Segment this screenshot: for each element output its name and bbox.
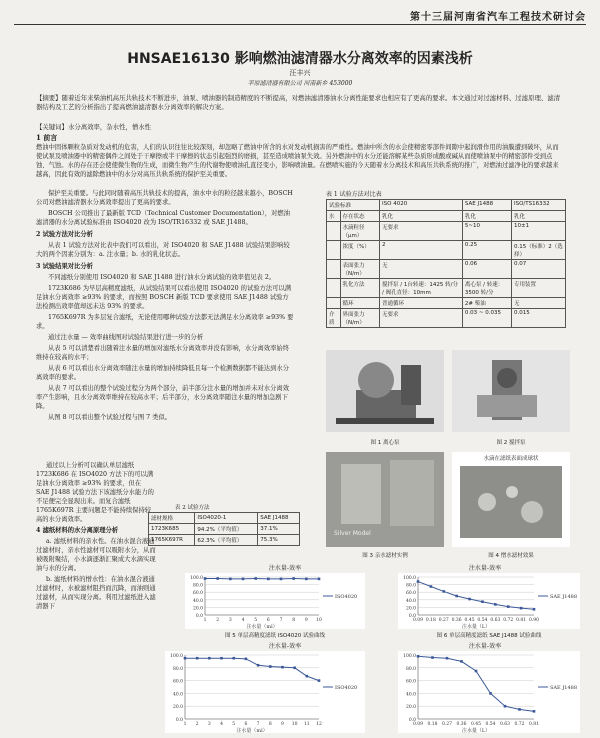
y-tick-label: 100.0 xyxy=(170,654,183,659)
paragraph: BOSCH 公司推出了最新版 TCD（Technical Customer Documentation），对燃油滤清器的水分离试验标准由 ISO4020 改为 ISO/TR16332 或 SAE J1488。 xyxy=(36,210,290,226)
chart3-title: 注水量-效率 xyxy=(268,643,302,650)
section-heading: 4 滤纸材料的水分离原理分析 xyxy=(36,527,119,534)
keywords: 【关键词】水分离效率，杂水性，憎水性 xyxy=(36,123,152,131)
paragraph: 从表 1 试验方法对比表中我们可以看出，对 ISO4020 和 SAE J1488 试验结果影响较大的两个因素分别为：a. 注水量；b. 水的乳化状态。 xyxy=(36,242,290,258)
data-point xyxy=(245,658,248,661)
data-point xyxy=(520,607,523,610)
table-row xyxy=(327,279,566,298)
x-tick-label: 0.45 xyxy=(470,722,482,727)
fig1-caption: 图 1 离心泵 xyxy=(370,440,400,446)
data-point xyxy=(220,657,223,660)
table-cell: 浓度（%） xyxy=(340,241,379,260)
x-tick-label: 3 xyxy=(207,722,211,727)
table-cell: 1723K685 xyxy=(149,524,195,535)
x-tick-label: 6 xyxy=(244,722,248,727)
y-tick-label: 100.0 xyxy=(403,576,416,581)
table-cell xyxy=(327,298,341,309)
x-tick-label: 0.72 xyxy=(514,722,525,727)
table-cell: 离心泵 / 转速：3500 转/分 xyxy=(462,279,511,298)
table-cell: 0.015 xyxy=(511,309,565,328)
x-tick-label: 10 xyxy=(316,618,322,623)
data-point xyxy=(417,580,420,583)
y-tick-label: 40.0 xyxy=(172,692,183,698)
x-tick-label: 5 xyxy=(254,618,258,623)
x-tick-label: 8 xyxy=(292,618,296,623)
table-cell: 无 xyxy=(511,298,565,309)
left-column xyxy=(36,189,294,424)
x-tick-label: 9 xyxy=(281,722,284,727)
table-header-cell: 试验标准 xyxy=(327,200,380,211)
intro-paragraph: 燃油中固体颗粒杂质对发动机的危害，人们的认识往往比较深刻，却忽略了燃油中所含的水对发动机损害的严重性。燃油中所含的水会使精密零部件间隙中起润滑作用的油膜遭到破坏，从而使试泵及喷油器中的精密偶件之间处于干摩擦或半干摩擦的状态引起强烈的磨损，甚至造成喷油泵失效。另外燃油中的水分还能溶解某些杂质形成酸或碱从而使喷油泵中的精密部件受到点蚀、气蚀。水的存在还会使使微生物的生成，而微生物产生的代谢物使喷油孔直径变小，影响喷油量。在燃喷实施的今天随着水分离技术和高压共轨系统的推广，对燃油过滤净化的要求越来越高，因此有效的滤除燃油中的水分对高压共轨系统的保护至关重要。 xyxy=(36,144,559,178)
paragraph: 通过以上分析可以确认单层滤纸 1723K686 在 ISO4020 方法下的可以满足油水分离效率 ≥93% 的要求，但在 SAE J1488 试验方法下该滤纸分水能力的不足便完全显现出来。而复合滤纸 1765K697R 主要问题是不能持续保持较高的水分离效率。 xyxy=(36,462,154,523)
table2-caption: 表 2 试验方法 xyxy=(175,505,210,511)
data-point xyxy=(280,578,283,581)
x-tick-label: 5 xyxy=(232,722,236,727)
y-tick-label: 60.0 xyxy=(405,591,416,597)
table-header-cell: ISO/TS16332 xyxy=(511,200,565,211)
y-tick-label: 80.0 xyxy=(405,666,416,672)
legend-label: SAE J1488 xyxy=(550,594,578,600)
fig5-caption: 图 5 单层高精度滤纸 ISO4020 试验曲线 xyxy=(225,633,325,639)
x-tick-label: 0.18 xyxy=(427,722,438,727)
data-point xyxy=(293,667,296,670)
table-cell: 介质 xyxy=(327,309,341,328)
table1-caption: 表 1 试验方法对比表 xyxy=(326,191,382,198)
x-tick-label: 0.09 xyxy=(412,722,424,727)
x-tick-label: 0.27 xyxy=(438,618,449,623)
legend-label: ISO4020 xyxy=(335,594,358,600)
data-point xyxy=(318,679,321,682)
y-tick-label: 60.0 xyxy=(405,679,416,685)
data-point xyxy=(533,608,536,611)
fig3-caption: 图 3 亲水滤材实例 xyxy=(362,553,408,559)
y-tick-label: 80.0 xyxy=(405,583,416,589)
figure-stirring-pump xyxy=(452,350,570,432)
data-point xyxy=(533,710,536,713)
x-tick-label: 2 xyxy=(195,722,199,727)
x-axis-label: 注水量（ml） xyxy=(236,728,268,733)
table-cell: 乳化方法 xyxy=(340,279,379,298)
legend-label: ISO4020 xyxy=(335,685,358,691)
hydrophobic-photo xyxy=(452,462,570,547)
table-row xyxy=(327,222,566,241)
x-tick-label: 0.63 xyxy=(490,618,501,623)
table-row xyxy=(327,309,566,328)
table-header-cell: ISO 4020 xyxy=(380,200,463,211)
figure-hydrophilic xyxy=(326,452,444,547)
chart-fig8 xyxy=(398,651,580,733)
data-point xyxy=(216,577,219,580)
table-cell: 2# 柴油 xyxy=(462,298,511,309)
paragraph: 1723K686 为早层高精度滤纸，从试验结果可以看出使用 ISO4020 的试验方法可以满足油水分离效率 ≥93% 的要求，而按照 BOSCH 新版 TCD 要求使用 SAE J1488 试验方法检测出效率值却远未达 93% 的要求。 xyxy=(36,285,292,310)
chart-fig7 xyxy=(165,651,365,733)
table-row xyxy=(149,524,300,535)
table-cell: 0.06 xyxy=(462,260,511,279)
table-cell: 表面张力（N/m） xyxy=(340,260,379,279)
paper-affiliation: 平原滤清器有限公司 河南新乡 453000 xyxy=(247,80,353,87)
x-tick-label: 4 xyxy=(241,618,245,623)
x-tick-label: 0.54 xyxy=(485,722,496,727)
x-tick-label: 0.45 xyxy=(464,618,475,623)
y-tick-label: 80.0 xyxy=(192,583,203,589)
x-tick-label: 1 xyxy=(203,618,207,623)
table-header-cell: ISO4020-1 xyxy=(195,513,258,524)
fig4-label: 水滴在滤纸表面成球状 xyxy=(483,456,539,462)
table-cell xyxy=(327,260,341,279)
paragraph: a. 滤纸材料的亲水性。在油水混合液通过滤材时，亲水性滤材可以吸附水分，从而被吸附聚结，小水滴逐渐汇聚成大水滴实现油与水的分离。 xyxy=(36,538,156,572)
table-cell: 乳化 xyxy=(380,211,463,222)
data-point xyxy=(460,660,463,663)
data-point xyxy=(204,577,207,580)
paragraph: 1765K697R 为多层复合滤纸，无论使用哪种试验方法都无法满足水分离效率 ≥93% 要求。 xyxy=(36,314,294,330)
table-cell: 搅拌泵 / 1台转速：1425 转/分 / 阀孔直径：10mm xyxy=(380,279,463,298)
table-cell: 无要求 xyxy=(380,222,463,241)
table-header-row xyxy=(149,513,300,524)
data-point xyxy=(494,603,497,606)
table-cell: 10±1 xyxy=(511,222,565,241)
data-point xyxy=(269,665,272,668)
data-point xyxy=(442,590,445,593)
table-cell: 37.1% xyxy=(258,524,300,535)
y-tick-label: 80.0 xyxy=(172,666,183,672)
data-point xyxy=(281,666,284,669)
paragraph: 通过注水量 — 效率曲线图对试验结果进行进一步的分析 xyxy=(48,334,204,341)
table-cell: 1765K697R xyxy=(149,535,195,546)
data-point xyxy=(446,657,449,660)
y-tick-label: 0.0 xyxy=(175,718,183,723)
data-point xyxy=(232,657,235,660)
paper-title: HNSAE16130 影响燃油滤清器水分离效率的因素浅析 xyxy=(127,51,473,67)
y-tick-label: 20.0 xyxy=(405,705,416,711)
paragraph: 不同滤纸分别使用 ISO4020 和 SAE J1488 进行油水分离试验的效率值见表 2。 xyxy=(48,274,276,281)
stirring-pump-illustration xyxy=(452,350,570,432)
header-rule xyxy=(14,24,586,25)
chart4-title: 注水量-效率 xyxy=(468,643,502,650)
y-tick-label: 20.0 xyxy=(405,606,416,612)
table-row xyxy=(327,260,566,279)
data-point xyxy=(468,598,471,601)
data-point xyxy=(475,670,478,673)
table2 xyxy=(148,512,300,546)
paragraph: b. 滤纸材料的憎水性：在油水混合液通过滤材时，水被滤材阻挡而沉降，而油则通过滤材，从而实现分离。利用过滤纸进入滤清器下 xyxy=(36,576,156,610)
x-tick-label: 4 xyxy=(220,722,223,727)
data-point xyxy=(518,708,521,711)
table-cell: 乳化 xyxy=(462,211,511,222)
paragraph: 从表 5 可以清楚看出随着注水量的增加对滤纸水分离效率并没有影响，水分离效率始终维持在较高的水平； xyxy=(36,345,289,361)
table1 xyxy=(326,199,566,328)
x-tick-label: 8 xyxy=(268,722,272,727)
chart1-title: 注水量-效率 xyxy=(268,565,302,572)
x-tick-label: 11 xyxy=(303,722,310,727)
table-cell: 0.03 ~ 0.035 xyxy=(462,309,511,328)
x-tick-label: 0.27 xyxy=(441,722,453,727)
table-cell: 水滴粒径（μm） xyxy=(340,222,379,241)
table-cell: 水 xyxy=(327,211,341,222)
table-cell: 62.3%（平均值） xyxy=(195,535,258,546)
x-axis-label: 注水量（L） xyxy=(461,624,491,629)
table-cell xyxy=(327,222,341,241)
data-point xyxy=(318,578,321,581)
x-tick-label: 0.90 xyxy=(528,618,540,623)
data-point xyxy=(417,655,420,658)
y-tick-label: 60.0 xyxy=(192,591,203,597)
paragraph: 保护至关重要。与此同时随着高压共轨技术的提高，油水中水的粒径越来越小，BOSCH 公司对燃油滤清器水分离效率提出了更高的要求。 xyxy=(36,190,293,206)
table-cell: 循环 xyxy=(340,298,379,309)
table-cell: 乳化 xyxy=(511,211,565,222)
x-tick-label: 2 xyxy=(216,618,220,623)
table-cell: 存在状态 xyxy=(340,211,379,222)
y-tick-label: 40.0 xyxy=(192,598,203,604)
table-cell: 无要求 xyxy=(380,309,463,328)
x-tick-label: 9 xyxy=(304,618,308,623)
data-point xyxy=(196,657,199,660)
chart-fig5 xyxy=(185,573,365,629)
data-point xyxy=(489,692,492,695)
x-tick-label: 0.72 xyxy=(503,618,514,623)
table-cell: 普通循环 xyxy=(380,298,463,309)
table-header-cell: SAE J1488 xyxy=(462,200,511,211)
table-cell: 2 xyxy=(380,241,463,260)
paper-author: 汪丰兴 xyxy=(289,69,311,77)
data-point xyxy=(455,595,458,598)
table-cell xyxy=(327,279,341,298)
abstract: 【摘要】随着近年来柴油机高压共轨技术不断进步，油泵、喷油器的制造精度的不断提高，对燃油滤清器油水分离性能要求也相应有了更高的要求。本文通过对过滤材料、过滤原理、滤清器结构及工艺的分析指出了提高燃油滤清器水分离效率的解决方案。 xyxy=(36,94,561,111)
x-tick-label: 10 xyxy=(291,722,298,727)
x-tick-label: 6 xyxy=(266,618,270,623)
legend-label: SAE J1488 xyxy=(550,685,578,691)
table-cell: 专用装置 xyxy=(511,279,565,298)
table-cell: 无 xyxy=(380,260,463,279)
data-point xyxy=(184,657,187,660)
x-tick-label: 0.18 xyxy=(425,618,436,623)
y-tick-label: 40.0 xyxy=(405,598,416,604)
table-cell: 界面张力（N/m） xyxy=(340,309,379,328)
table-row xyxy=(149,535,300,546)
table-header-cell: 滤材规格 xyxy=(149,513,195,524)
fig4-caption: 图 4 憎水滤材效果 xyxy=(488,553,534,559)
data-point xyxy=(257,664,260,667)
figure-hydrophobic xyxy=(452,452,570,547)
y-tick-label: 20.0 xyxy=(172,705,183,711)
data-point xyxy=(267,578,270,581)
y-tick-label: 100.0 xyxy=(403,654,416,659)
section-heading-intro: 1 前言 xyxy=(36,133,58,142)
chart-background xyxy=(185,573,365,629)
data-point xyxy=(208,657,211,660)
fig2-caption: 图 2 搅拌泵 xyxy=(496,440,526,446)
x-tick-label: 3 xyxy=(228,618,232,623)
chart-fig6 xyxy=(398,573,580,629)
y-tick-label: 0.0 xyxy=(408,614,416,619)
x-tick-label: 1 xyxy=(183,722,187,727)
paragraph: 从表 7 可以看出的整个试验过程分为两个部分，前半部分注水量的增加并未对水分离效率产生影响，且水分离效率维持在较高水平；后半部分，水分离效率随注水量的增加急剧下降。 xyxy=(36,385,289,410)
chart2-title: 注水量-效率 xyxy=(468,565,502,572)
running-head: 第十三届河南省汽车工程技术研讨会 xyxy=(410,12,586,23)
table-row xyxy=(327,241,566,260)
x-tick-label: 0.36 xyxy=(451,618,462,623)
y-tick-label: 40.0 xyxy=(405,692,416,698)
x-tick-label: 0.81 xyxy=(528,722,540,727)
table-cell: 94.2%（平均值） xyxy=(195,524,258,535)
table-row xyxy=(327,298,566,309)
section-heading: 3 试验结果对比分析 xyxy=(36,263,93,270)
data-point xyxy=(229,578,232,581)
figure-centrifugal-pump xyxy=(326,350,444,432)
x-axis-label: 注水量（L） xyxy=(461,728,491,733)
table-row xyxy=(327,211,566,222)
table-cell: 5~10 xyxy=(462,222,511,241)
data-point xyxy=(430,585,433,588)
x-axis-label: 注水量（ml） xyxy=(246,624,278,629)
x-tick-label: 7 xyxy=(279,618,283,623)
data-point xyxy=(507,605,510,608)
paragraph: 从图 8 可以看出整个试验过程与图 7 类似。 xyxy=(48,414,172,421)
table-cell: 0.25 xyxy=(462,241,511,260)
table-header-cell: SAE J1488 xyxy=(258,513,300,524)
y-tick-label: 60.0 xyxy=(172,679,183,685)
bottom-left-column xyxy=(36,461,156,613)
x-tick-label: 0.63 xyxy=(499,722,511,727)
data-point xyxy=(504,705,507,708)
data-point xyxy=(305,578,308,581)
x-tick-label: 7 xyxy=(256,722,260,727)
x-tick-label: 0.81 xyxy=(516,618,527,623)
data-point xyxy=(242,578,245,581)
y-tick-label: 0.0 xyxy=(408,718,416,723)
section-heading: 2 试验方法对比分析 xyxy=(36,231,93,238)
x-tick-label: 0.36 xyxy=(456,722,467,727)
table-cell xyxy=(327,241,341,260)
data-point xyxy=(306,675,309,678)
x-tick-label: 12 xyxy=(316,722,322,727)
y-tick-label: 0.0 xyxy=(195,614,203,619)
y-tick-label: 100.0 xyxy=(190,576,203,581)
pump-illustration xyxy=(326,350,444,432)
table-cell: 0.07 xyxy=(511,260,565,279)
data-point xyxy=(292,577,295,580)
y-tick-label: 20.0 xyxy=(192,606,203,612)
data-point xyxy=(254,577,257,580)
data-point xyxy=(431,656,434,659)
table-cell: 0.15（标准）2（选择） xyxy=(511,241,565,260)
chart-background xyxy=(165,651,365,733)
x-tick-label: 0.54 xyxy=(477,618,488,623)
table-cell: 75.3% xyxy=(258,535,300,546)
fig6-caption: 图 6 单层高精度滤纸 SAE J1488 试验曲线 xyxy=(436,633,542,639)
fig3-label: Silver Model xyxy=(334,530,371,537)
table-header-row xyxy=(327,200,566,211)
paragraph: 从表 6 可以看出水分离效率随注水量的增加持续降低且每一个检测数据都不能达到水分离效率的要求。 xyxy=(36,365,289,381)
x-tick-label: 0.09 xyxy=(412,618,424,623)
data-point xyxy=(481,600,484,603)
